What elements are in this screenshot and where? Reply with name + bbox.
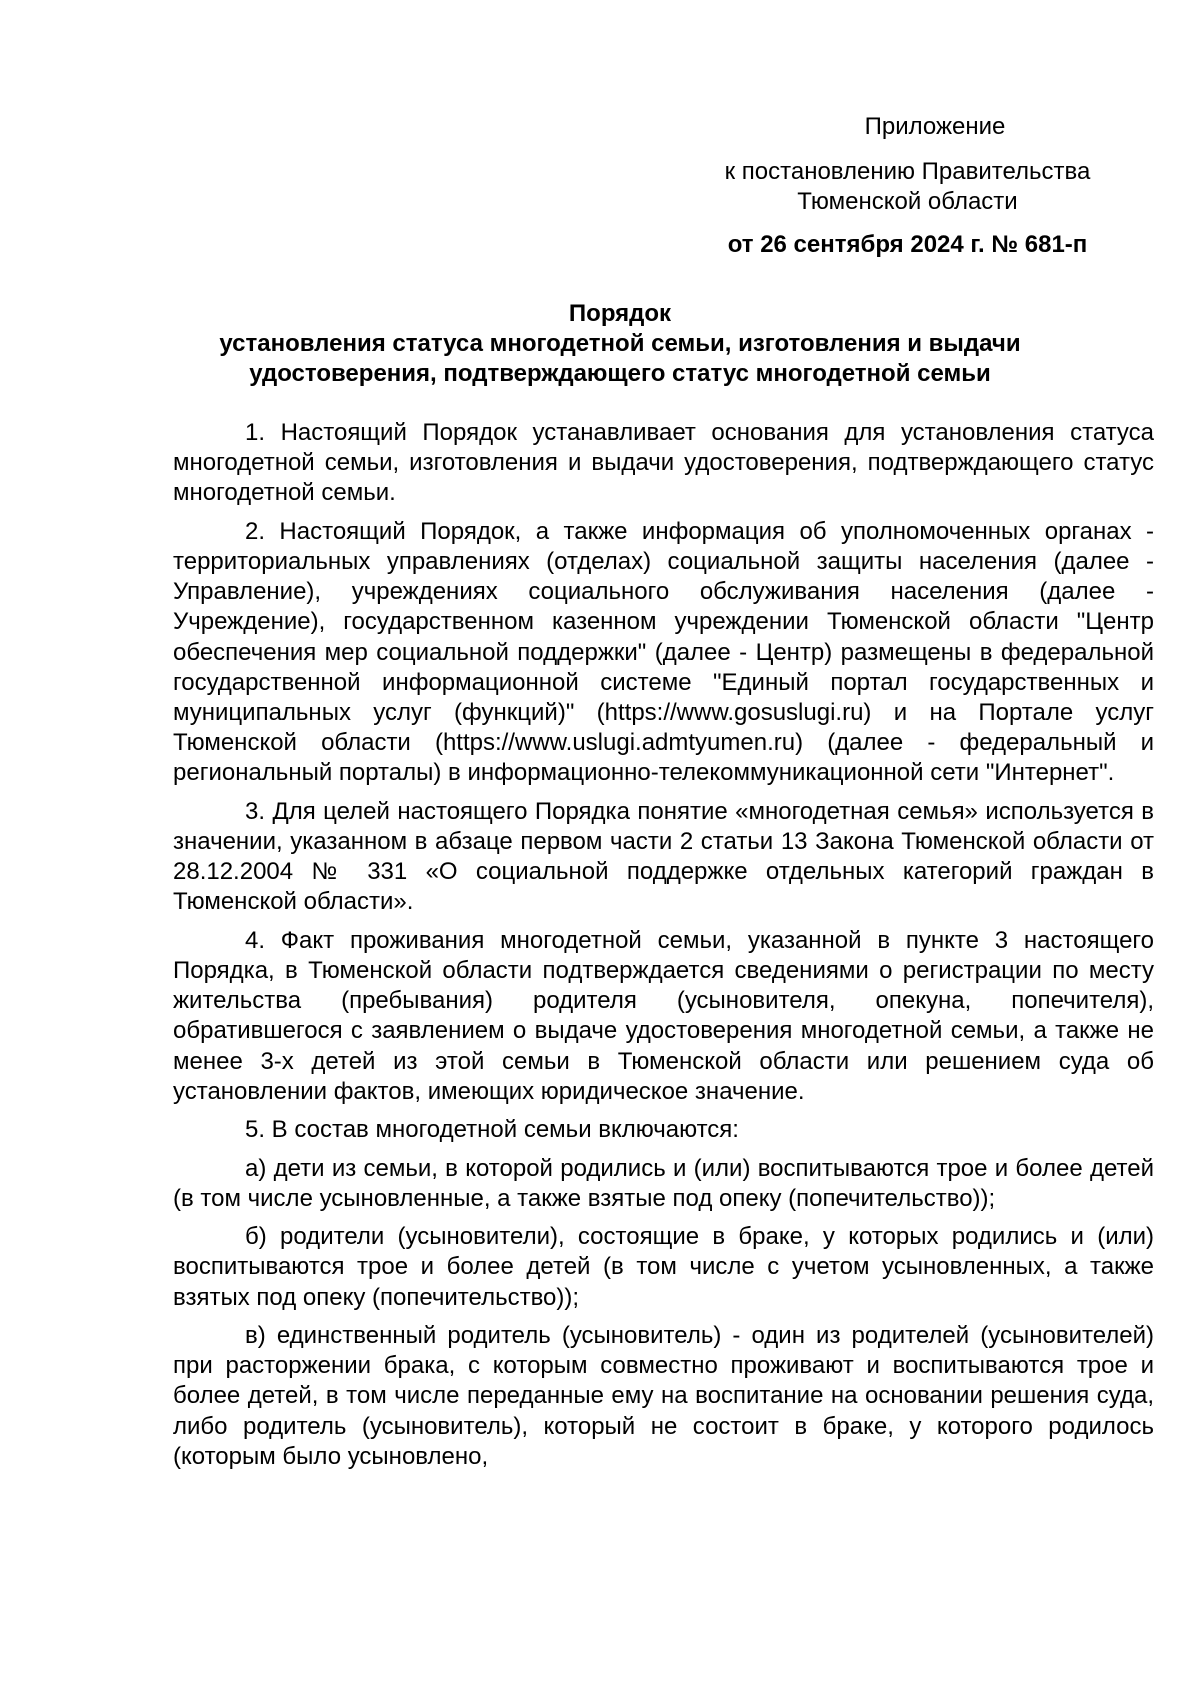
paragraph-4: 4. Факт проживания многодетной семьи, указанной в пункте 3 настоящего Порядка, в Тюменской области подтверждается сведениями о регистрации по месту жительства (пребывания) родителя (усыновителя, опекуна, попечителя), обратившегося с заявлением о выдаче удостоверения многодетной семьи, а также не менее 3-х детей из этой семьи в Тюменской области или решением суда об установлении фактов, имеющих юридическое значение. (173, 926, 1154, 1105)
paragraph-2: 2. Настоящий Порядок, а также информация об уполномоченных органах - территориальных управлениях (отделах) социальной защиты населения (далее - Управление), учреждениях социального обслуживания населения (далее - Учреждение), государственном казенном учреждении Тюменской области "Центр обеспечения мер социальной поддержки" (далее - Центр) размещены в федеральной государственной информационной системе "Единый портал государственных и муниципальных услуг (функций)" (https://www.gosuslugi.ru) и на Портале услуг Тюменской области (https://www.uslugi.admtyumen.ru) (далее - федеральный и региональный порталы) в информационно-телекоммуникационной сети "Интернет". (173, 517, 1154, 787)
appendix-line1: к постановлению Правительства (724, 158, 1091, 185)
document-body (173, 418, 1154, 1480)
document-title (160, 299, 1080, 389)
paragraph-3: 3. Для целей настоящего Порядка понятие «многодетная семья» используется в значении, указанном в абзаце первом части 2 статьи 13 Закона Тюменской области от 28.12.2004 № 331 «О социальной поддержке отдельных категорий граждан в Тюменской области». (173, 797, 1154, 916)
appendix-date: от 26 сентября 2024 г. № 681-п (727, 231, 1088, 258)
appendix-title: Приложение (864, 113, 1006, 140)
title-line1: Порядок (568, 300, 672, 327)
paragraph-5a: а) дети из семьи, в которой родились и (или) воспитываются трое и более детей (в том числе усыновленные, а также взятые под опеку (попечительство)); (173, 1154, 1154, 1212)
paragraph-5: 5. В состав многодетной семьи включаются: (245, 1116, 739, 1144)
appendix-line2: Тюменской области (797, 188, 1018, 215)
paragraph-1: 1. Настоящий Порядок устанавливает основания для установления статуса многодетной семьи, изготовления и выдачи удостоверения, подтверждающего статус многодетной семьи. (173, 419, 1154, 507)
title-line3: удостоверения, подтверждающего статус многодетной семьи (249, 360, 991, 387)
title-line2: установления статуса многодетной семьи, изготовления и выдачи (219, 330, 1021, 357)
paragraph-5c: в) единственный родитель (усыновитель) - один из родителей (усыновителей) при расторжении брака, с которым совместно проживают и воспитываются трое и более детей, в том числе переданные ему на воспитание на основании решения суда, либо родитель (усыновитель), который не состоит в браке, у которого родилось (которым было усыновлено, (173, 1322, 1154, 1470)
paragraph-5b: б) родители (усыновители), состоящие в браке, у которых родились и (или) воспитываются трое и более детей (в том числе с учетом усыновленных, а также взятых под опеку (попечительство)); (173, 1223, 1154, 1311)
